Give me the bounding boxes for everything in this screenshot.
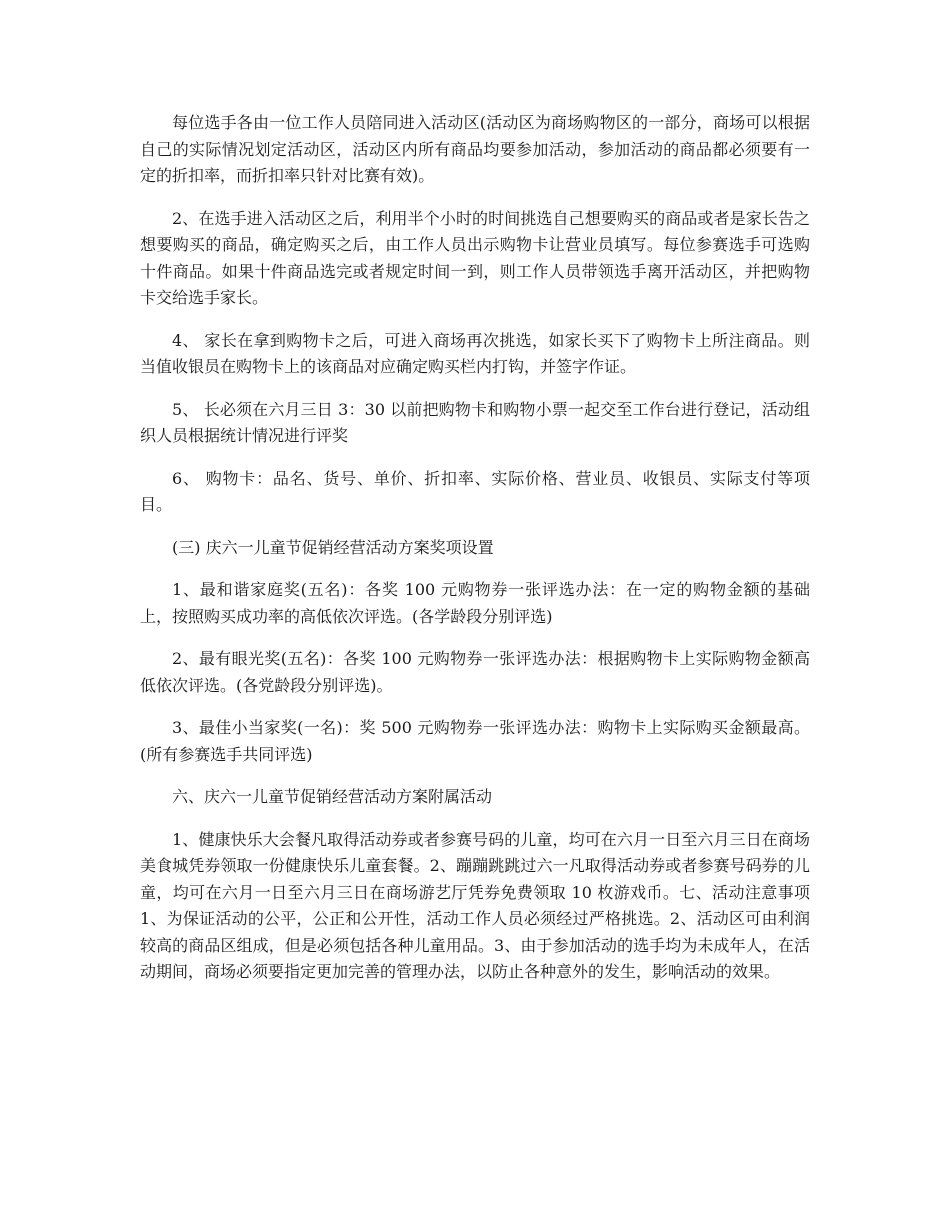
paragraph-item-selection: 2、在选手进入活动区之后，利用半个小时的时间挑选自己想要购买的商品或者是家长告之想要购买的商品，确定购买之后，由工作人员出示购物卡让营业员填写。每位参赛选手可选购十件商品。如果十件商品选完或者规定时间一到，则工作人员带领选手离开活动区，并把购物卡交给选手家长。 <box>140 208 810 307</box>
paragraph-award-best-vision: 2、最有眼光奖(五名)：各奖 100 元购物券一张评选办法：根据购物卡上实际购物金额高低依次评选。(各党龄段分别评选)。 <box>140 649 810 695</box>
document-body <box>140 110 810 1002</box>
paragraph-side-activities-and-notes: 1、健康快乐大会餐凡取得活动券或者参赛号码的儿童，均可在六月一日至六月三日在商场美食城凭券领取一份健康快乐儿童套餐。2、蹦蹦跳跳过六一凡取得活动券或者参赛号码券的儿童，均可在六月一日至六月三日在商场游艺厅凭券免费领取 10 枚游戏币。七、活动注意事项 1、为保证活动的公平，公正和公开性，活动工作人员必须经过严格挑选。2、活动区可由利润较高的商品区组成，但是必须包括各种儿童用品。3、由于参加活动的选手均为未成年人，在活动期间，商场必须要指定更加完善的管理办法，以防止各种意外的发生，影响活动的效果。 <box>140 829 810 981</box>
paragraph-award-harmonious-family: 1、最和谐家庭奖(五名)：各奖 100 元购物券一张评选办法：在一定的购物金额的基础上，按照购买成功率的高低依次评选。(各学龄段分别评选) <box>140 580 810 626</box>
section-heading-side-activities: 六、庆六一儿童节促销经营活动方案附属活动 <box>172 787 493 806</box>
paragraph-award-little-manager: 3、最佳小当家奖(一名)：奖 500 元购物券一张评选办法：购物卡上实际购买金额最高。(所有参赛选手共同评选) <box>140 718 810 764</box>
paragraph-registration-deadline: 5、 长必须在六月三日 3：30 以前把购物卡和购物小票一起交至工作台进行登记，活动组织人员根据统计情况进行评奖 <box>140 399 810 445</box>
paragraph-contestant-entry: 每位选手各由一位工作人员陪同进入活动区(活动区为商场购物区的一部分，商场可以根据自己的实际情况划定活动区，活动区内所有商品均要参加活动，参加活动的商品都必须要有一定的折扣率，而折扣率只针对比赛有效)。 <box>140 113 810 185</box>
paragraph-parent-purchase: 4、 家长在拿到购物卡之后，可进入商场再次挑选，如家长买下了购物卡上所注商品。则当值收银员在购物卡上的该商品对应确定购买栏内打钩，并签字作证。 <box>140 330 810 376</box>
paragraph-shopping-card-fields: 6、 购物卡：品名、货号、单价、折扣率、实际价格、营业员、收银员、实际支付等项目。 <box>140 468 810 514</box>
section-heading-awards: (三) 庆六一儿童节促销经营活动方案奖项设置 <box>172 537 494 557</box>
